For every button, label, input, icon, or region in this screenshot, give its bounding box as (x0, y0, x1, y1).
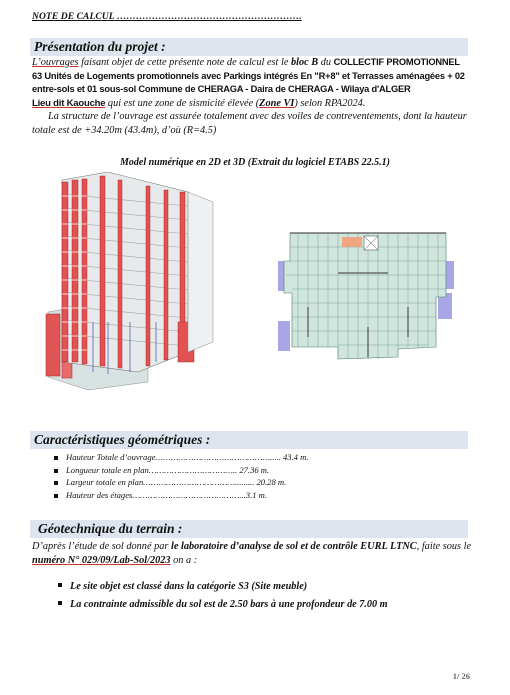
text-segment: qui est une zone de sismicité élevée ( (105, 97, 260, 109)
text-segment: , faite sous le (416, 541, 472, 552)
presentation-paragraph (32, 56, 472, 110)
section-heading-geometry: Caractéristiques géométriques : (34, 432, 211, 447)
text-zone: Zone VI (259, 97, 295, 109)
section-heading-bar (30, 520, 468, 538)
etabs-3d-model-image (38, 172, 243, 394)
geotech-paragraph (32, 540, 472, 567)
geotech-item-site-class: Le site objet est classé dans la catégorie S3 (Site meuble) (56, 578, 476, 595)
text-segment: on a : (170, 554, 198, 566)
section-heading-bar (30, 431, 468, 449)
geotech-list (56, 578, 476, 613)
figure-caption: Model numérique en 2D et 3D (Extrait du logiciel ETABS 22.5.1) (119, 157, 390, 168)
text-lieu-dit: Lieu dit Kaouche (32, 97, 106, 109)
text-segment: du (318, 57, 334, 68)
text-laboratory: le laboratoire d’analyse de sol et de contrôle EURL LTNC (170, 541, 417, 552)
geometry-list (52, 451, 472, 501)
header-title: NOTE DE CALCUL (32, 12, 115, 22)
geometry-item-length: Longueur totale en plan…………………………….. 27.36 m. (52, 464, 472, 477)
page-number: 1/ 26 (452, 671, 470, 681)
text-report-number: numéro N° 029/09/Lab-Sol/2023 (32, 554, 171, 566)
structure-paragraph: La structure de l’ouvrage est assurée totalement avec des voiles de contreventements, dont la hauteur totale est de +34.20m (43.4m), d’où (R=4.5) (32, 111, 467, 136)
text-bloc: bloc B (290, 57, 319, 68)
geometry-item-height: Hauteur Totale d’ouvrage………………………………………..... 43.4 m. (52, 451, 472, 464)
geometry-item-width: Largeur totale en plan………………………………......... 20.28 m. (52, 476, 472, 489)
section-heading-bar (30, 38, 468, 56)
section-heading-presentation: Présentation du projet : (34, 39, 166, 54)
text-ouvrage: L’ouvrages (32, 57, 79, 68)
section-heading-geotech: Géotechnique du terrain : (38, 521, 183, 536)
etabs-2d-plan-image (278, 227, 456, 362)
project-description: COLLECTIF PROMOTIONNEL 63 Unités de Logements promotionnels avec Parkings intégrés En "R+8" et Terrasses aménagées + 02 entre-sols et 01 sous-sol Commune de CHERAGA - Daira de CHERAGA - Wilaya d'ALGER (32, 57, 465, 94)
document-header (32, 12, 302, 22)
text-segment: ) selon RPA2024. (294, 97, 366, 109)
geometry-item-floor-height: Hauteur des étages……………………………………...3.1 m. (52, 489, 472, 502)
text-segment: faisant objet de cette présente note de calcul est le (78, 57, 291, 68)
text-segment: D’après l’étude de sol donné par (32, 541, 171, 552)
geotech-item-soil-capacity: La contrainte admissible du sol est de 2.50 bars à une profondeur de 7.00 m (56, 596, 476, 613)
header-dots: …………………………………………………. (114, 12, 302, 22)
